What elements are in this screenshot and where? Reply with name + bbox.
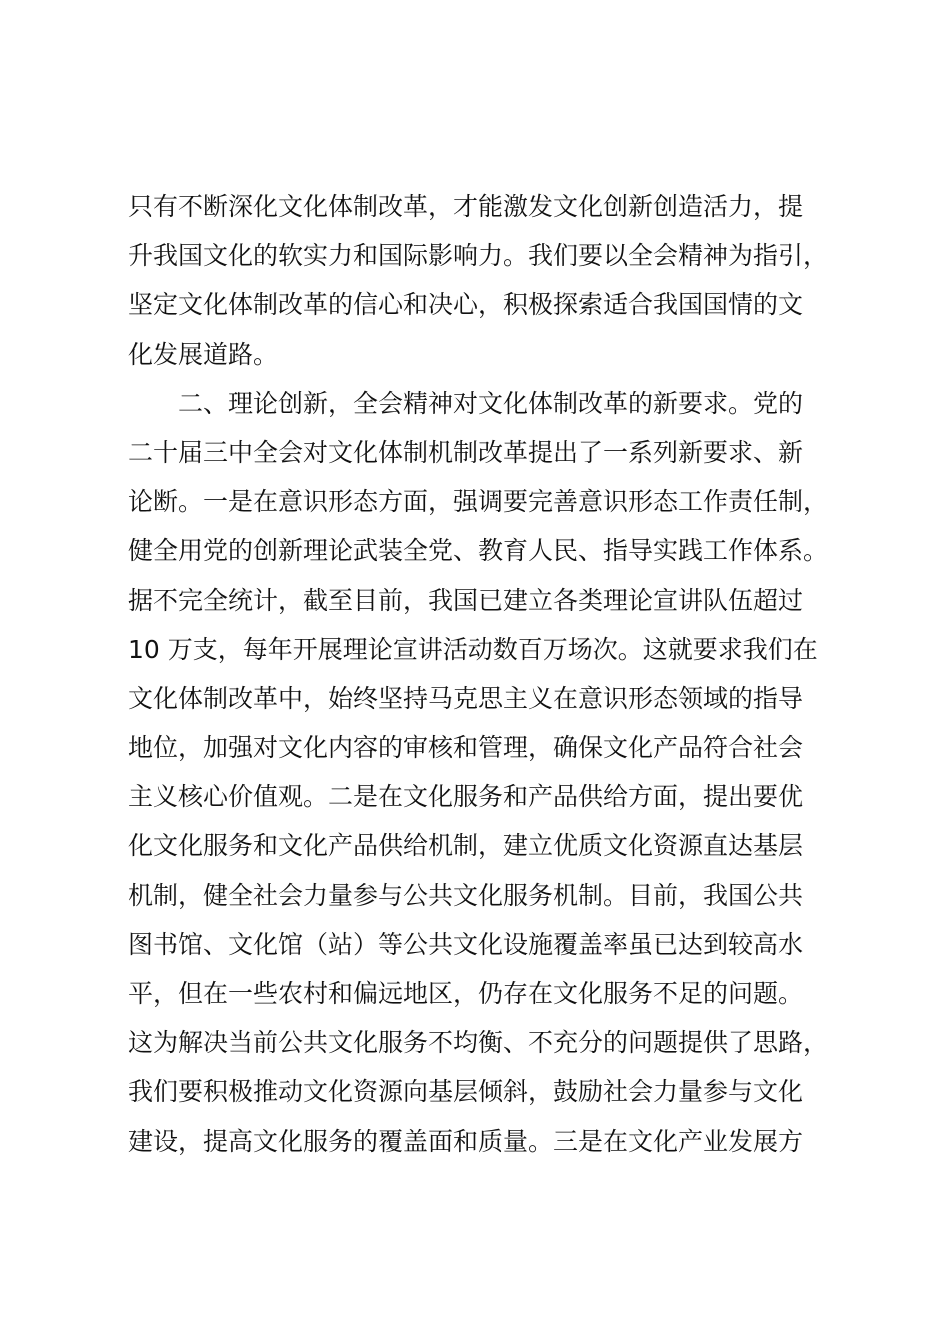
text-line: 文化体制改革中，始终坚持马克思主义在意识形态领域的指导 xyxy=(128,683,804,713)
text-line: 升我国文化的软实力和国际影响力。我们要以全会精神为指引， xyxy=(128,241,829,271)
text-line: 机制，健全社会力量参与公共文化服务机制。目前，我国公共 xyxy=(128,880,804,910)
section-heading-line: 二、理论创新，全会精神对文化体制改革的新要求。党的 xyxy=(178,388,804,418)
text-line: 坚定文化体制改革的信心和决心，积极探索适合我国国情的文 xyxy=(128,290,804,320)
body-text xyxy=(128,182,848,1166)
text-line: 图书馆、文化馆（站）等公共文化设施覆盖率虽已达到较高水 xyxy=(128,929,804,959)
text-line: 我们要积极推动文化资源向基层倾斜，鼓励社会力量参与文化 xyxy=(128,1077,804,1107)
text-line: 化发展道路。 xyxy=(128,339,279,369)
text-line: 地位，加强对文化内容的审核和管理，确保文化产品符合社会 xyxy=(128,733,804,763)
text-line: 只有不断深化文化体制改革，才能激发文化创新创造活力，提 xyxy=(128,192,804,221)
text-line: 二十届三中全会对文化体制机制改革提出了一系列新要求、新 xyxy=(128,437,804,467)
text-line: 化文化服务和文化产品供给机制，建立优质文化资源直达基层 xyxy=(128,831,804,861)
text-line: 主义核心价值观。二是在文化服务和产品供给方面，提出要优 xyxy=(128,782,804,812)
text-line: 10 万支，每年开展理论宣讲活动数百万场次。这就要求我们在 xyxy=(128,634,818,664)
text-line: 论断。一是在意识形态方面，强调要完善意识形态工作责任制， xyxy=(128,487,829,517)
text-line: 这为解决当前公共文化服务不均衡、不充分的问题提供了思路， xyxy=(128,1028,829,1058)
text-line: 据不完全统计，截至目前，我国已建立各类理论宣讲队伍超过 xyxy=(128,585,804,615)
text-line: 健全用党的创新理论武装全党、教育人民、指导实践工作体系。 xyxy=(128,536,829,566)
text-line: 平，但在一些农村和偏远地区，仍存在文化服务不足的问题。 xyxy=(128,979,804,1008)
text-line: 建设，提高文化服务的覆盖面和质量。三是在文化产业发展方 xyxy=(128,1126,804,1156)
